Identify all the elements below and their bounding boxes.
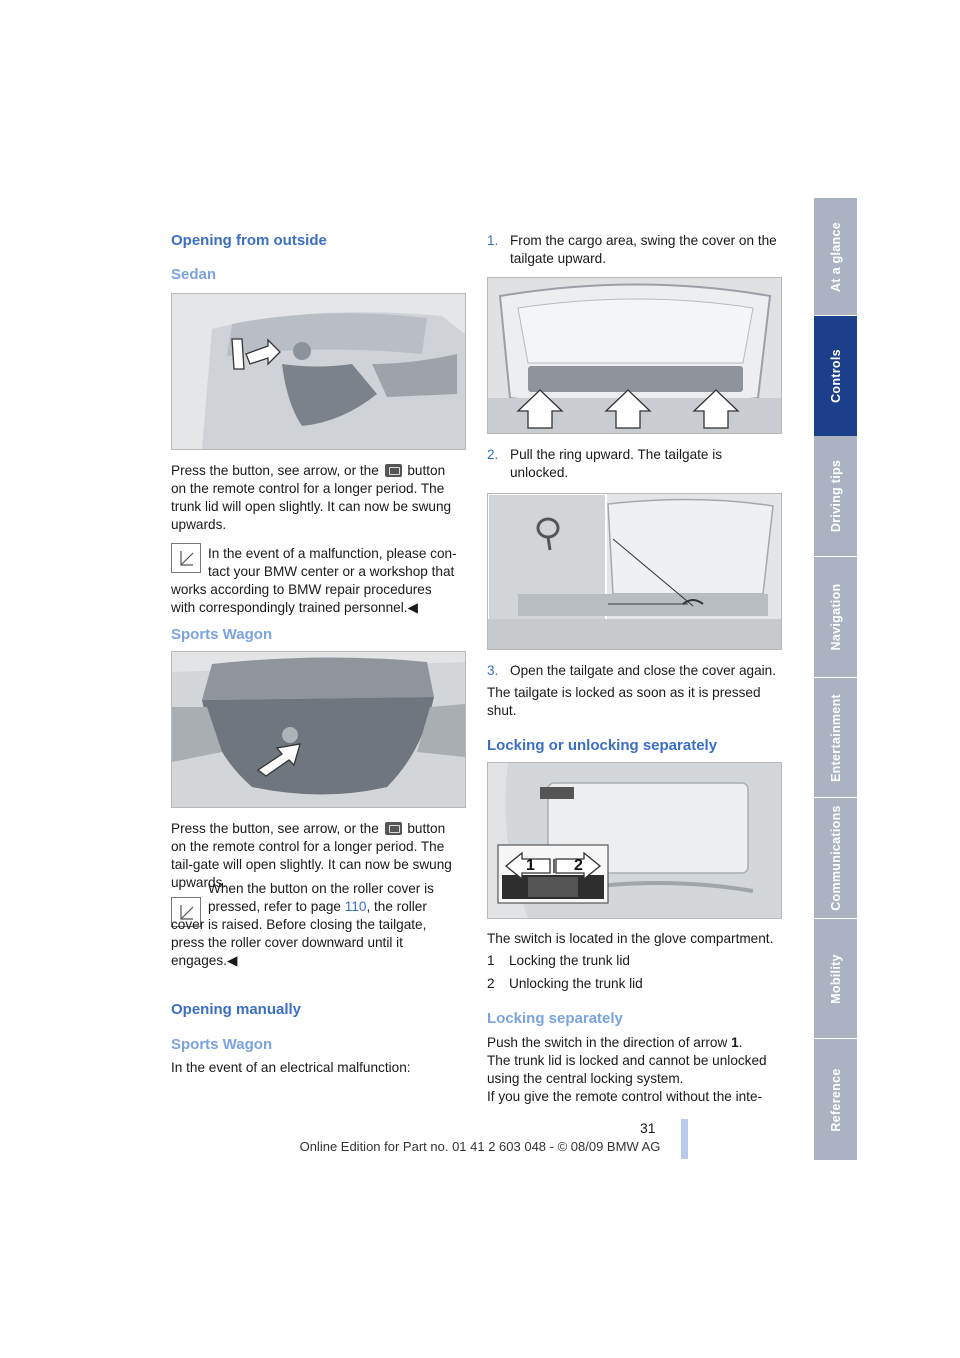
paragraph-manual: In the event of an electrical malfunction:: [171, 1060, 411, 1075]
figure-label-2: 2: [574, 857, 583, 874]
note-roller-line3: cover is raised. Before closing the tailgate,: [171, 917, 427, 932]
list-item: 1 Locking the trunk lid: [487, 953, 630, 968]
note-malfunction-line3: works according to BMW repair procedures: [171, 582, 432, 597]
heading-sedan: Sedan: [171, 266, 217, 283]
page-reference-link[interactable]: 110: [344, 899, 367, 914]
paragraph-lock-line1: Push the switch in the direction of arrow 1.: [487, 1035, 743, 1050]
paragraph-lock-line2: The trunk lid is locked and cannot be unlocked: [487, 1053, 767, 1068]
figure-wagon-tailgate: [171, 651, 466, 808]
figure-sedan-trunk: [171, 293, 466, 450]
paragraph-tailgate-locked: The tailgate is locked as soon as it is pressed shut.: [487, 685, 761, 718]
note-roller-line1: When the button on the roller cover is: [208, 881, 434, 896]
step-2-number: 2.: [487, 447, 499, 462]
step-2-line1: Pull the ring upward. The tailgate is: [510, 447, 723, 462]
figure-glove-compartment-switch: [487, 762, 782, 919]
note-roller-line4: press the roller cover downward until it: [171, 935, 403, 950]
tab-mobility[interactable]: Mobility: [814, 919, 857, 1039]
step-1-line1: From the cargo area, swing the cover on the: [510, 233, 777, 248]
heading-locking-separately: Locking separately: [487, 1010, 623, 1027]
step-3-number: 3.: [487, 663, 499, 678]
remote-trunk-button-icon: [385, 464, 402, 477]
paragraph-wagon-instructions: Press the button, see arrow, or the button on the remote control for a longer period. The tail-gate will open slightly. It can now be swung upwards.: [171, 821, 452, 890]
heading-locking-unlocking-separately: Locking or unlocking separately: [487, 737, 718, 754]
end-mark: ◀: [226, 953, 238, 968]
note-roller-line2: pressed, refer to page 110, the roller: [208, 899, 427, 914]
figure-label-1: 1: [526, 857, 535, 874]
note-icon: [171, 543, 201, 573]
paragraph-lock-line3: using the central locking system.: [487, 1071, 684, 1086]
step-2-line2: unlocked.: [510, 465, 569, 480]
note-malfunction-line4: with correspondingly trained personnel.◀: [171, 600, 418, 615]
step-3-text: Open the tailgate and close the cover again.: [510, 663, 777, 678]
paragraph-lock-line4: If you give the remote control without the inte-: [487, 1089, 763, 1104]
tab-reference[interactable]: Reference: [814, 1039, 857, 1160]
tab-at-a-glance[interactable]: At a glance: [814, 198, 857, 316]
end-mark: ◀: [407, 600, 418, 615]
heading-sports-wagon-manual: Sports Wagon: [171, 1036, 273, 1053]
heading-opening-manually: Opening manually: [171, 1001, 302, 1018]
tab-navigation[interactable]: Navigation: [814, 557, 857, 678]
chapter-tabs: [814, 198, 857, 1160]
footer-edition: Online Edition for Part no. 01 41 2 603 048 - © 08/09 BMW AG: [299, 1139, 661, 1154]
step-1-line2: tailgate upward.: [510, 251, 606, 266]
heading-opening-outside: Opening from outside: [171, 232, 327, 249]
note-roller-line5: engages.◀: [171, 953, 238, 968]
note-malfunction-line2: tact your BMW center or a workshop that: [208, 564, 455, 579]
figure-tailgate-ring: [487, 493, 782, 650]
tab-entertainment[interactable]: Entertainment: [814, 678, 857, 798]
remote-tailgate-button-icon: [385, 822, 402, 835]
paragraph-switch-location: The switch is located in the glove compartment.: [487, 931, 774, 946]
list-item: 2 Unlocking the trunk lid: [487, 976, 643, 991]
step-1-number: 1.: [487, 233, 499, 248]
tab-driving-tips[interactable]: Driving tips: [814, 436, 857, 557]
page-number: 31: [640, 1120, 656, 1136]
paragraph-sedan-instructions: Press the button, see arrow, or the button on the remote control for a longer period. The trunk lid will open slightly. It can now be swung upwards.: [171, 463, 452, 532]
tab-controls[interactable]: Controls: [814, 316, 857, 436]
heading-sports-wagon: Sports Wagon: [171, 626, 273, 643]
figure-tailgate-cover: [487, 277, 782, 434]
note-malfunction-line1: In the event of a malfunction, please con-: [208, 546, 457, 561]
tab-communications[interactable]: Communications: [814, 798, 857, 919]
